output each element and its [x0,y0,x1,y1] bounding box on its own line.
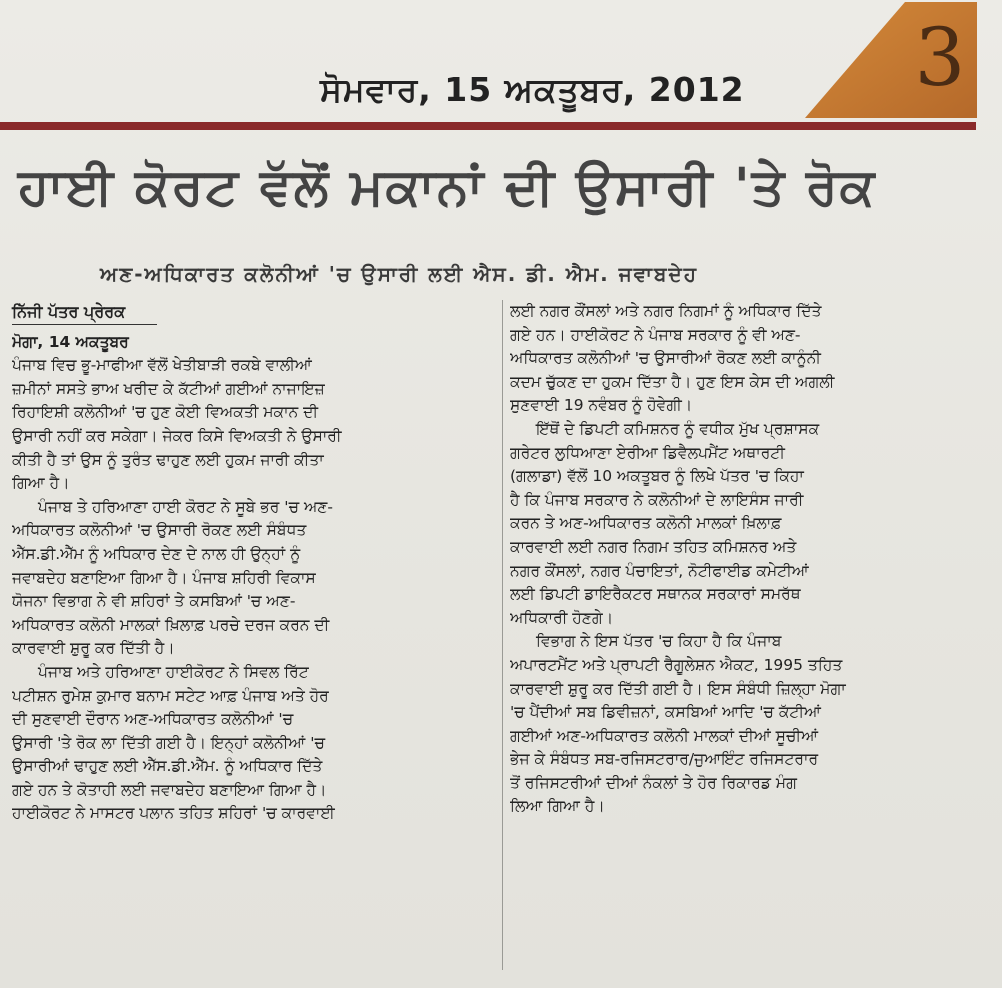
text-line: ਰਿਹਾਇਸ਼ੀ ਕਲੋਨੀਆਂ 'ਚ ਹੁਣ ਕੋਈ ਵਿਅਕਤੀ ਮਕਾਨ ਦੀ [12,403,319,422]
text-line: ਭੇਜ ਕੇ ਸੰਬੰਧਤ ਸਬ-ਰਜਿਸਟਰਾਰ/ਜੁਆਇੰਟ ਰਜਿਸਟਰਾਰ [510,750,819,769]
text-line: ਨਗਰ ਕੌਂਸਲਾਂ, ਨਗਰ ਪੰਚਾਇਤਾਂ, ਨੋਟੀਫਾਈਡ ਕਮੇਟੀਆਂ [510,561,809,580]
text-line: ਵਿਭਾਗ ਨੇ ਇਸ ਪੱਤਰ 'ਚ ਕਿਹਾ ਹੈ ਕਿ ਪੰਜਾਬ [536,632,782,651]
subheadline: ਅਣ-ਅਧਿਕਾਰਤ ਕਲੋਨੀਆਂ 'ਚ ਉਸਾਰੀ ਲਈ ਐਸ. ਡੀ. ਐਮ. ਜਵਾਬਦੇਹ [100,262,698,286]
headline: ਹਾਈ ਕੋਰਟ ਵੱਲੋਂ ਮਕਾਨਾਂ ਦੀ ਉਸਾਰੀ 'ਤੇ ਰੋਕ [18,158,877,217]
text-line: ਗਏ ਹਨ। ਹਾਈਕੋਰਟ ਨੇ ਪੰਜਾਬ ਸਰਕਾਰ ਨੂੰ ਵੀ ਅਣ- [510,325,801,344]
text-line: ਅਧਿਕਾਰੀ ਹੋਣਗੇ। [510,608,614,627]
text-line: ਅਧਿਕਾਰਤ ਕਲੋਨੀਆਂ 'ਚ ਉਸਾਰੀ ਰੋਕਣ ਲਈ ਸੰਬੰਧਤ [12,521,307,540]
text-line: ਪੰਜਾਬ ਤੇ ਹਰਿਆਣਾ ਹਾਈ ਕੋਰਟ ਨੇ ਸੂਬੇ ਭਰ 'ਚ ਅਣ- [38,497,333,516]
text-line: ਅਪਾਰਟਮੈਂਟ ਅਤੇ ਪ੍ਰਾਪਟੀ ਰੈਗੂਲੇਸ਼ਨ ਐਕਟ, 1995 ਤਹਿਤ [510,655,843,674]
text-line: ਕਾਰਵਾਈ ਸ਼ੁਰੂ ਕਰ ਦਿੱਤੀ ਹੈ। [12,639,175,658]
header-rule [0,122,976,130]
text-line: ਹਾਈਕੋਰਟ ਨੇ ਮਾਸਟਰ ਪਲਾਨ ਤਹਿਤ ਸ਼ਹਿਰਾਂ 'ਚ ਕਾਰਵਾਈ [12,804,335,823]
text-line: ਉਸਾਰੀਆਂ ਢਾਹੁਣ ਲਈ ਐੱਸ.ਡੀ.ਐੱਮ. ਨੂੰ ਅਧਿਕਾਰ ਦਿੱਤੇ [12,757,323,776]
text-line: ਪੰਜਾਬ ਵਿਚ ਭੂ-ਮਾਫੀਆ ਵੱਲੋਂ ਖੇਤੀਬਾੜੀ ਰਕਬੇ ਵਾਲੀਆਂ [12,356,312,375]
text-line: ਜ਼ਮੀਨਾਂ ਸਸਤੇ ਭਾਅ ਖਰੀਦ ਕੇ ਕੱਟੀਆਂ ਗਈਆਂ ਨਾਜਾਇਜ਼ [12,379,325,398]
text-line: ਸੁਣਵਾਈ 19 ਨਵੰਬਰ ਨੂੰ ਹੋਵੇਗੀ। [510,396,693,415]
left-column [12,300,496,826]
text-line: ਉਸਾਰੀ ਨਹੀਂ ਕਰ ਸਕੇਗਾ। ਜੇਕਰ ਕਿਸੇ ਵਿਅਕਤੀ ਨੇ ਉਸਾਰੀ [12,426,342,445]
text-line: ਕਾਰਵਾਈ ਲਈ ਨਗਰ ਨਿਗਮ ਤਹਿਤ ਕਮਿਸ਼ਨਰ ਅਤੇ [510,537,797,556]
text-line: ਯੋਜਨਾ ਵਿਭਾਗ ਨੇ ਵੀ ਸ਼ਹਿਰਾਂ ਤੇ ਕਸਬਿਆਂ 'ਚ ਅਣ- [12,592,296,611]
text-line: 'ਚ ਪੈਂਦੀਆਂ ਸਬ ਡਿਵੀਜ਼ਨਾਂ, ਕਸਬਿਆਂ ਆਦਿ 'ਚ ਕੱਟੀਆਂ [510,703,821,722]
byline: ਨਿੱਜੀ ਪੱਤਰ ਪ੍ਰੇਰਕ [12,300,157,325]
text-line: ਲਿਆ ਗਿਆ ਹੈ। [510,797,605,816]
text-line: ਜਵਾਬਦੇਹ ਬਣਾਇਆ ਗਿਆ ਹੈ। ਪੰਜਾਬ ਸ਼ਹਿਰੀ ਵਿਕਾਸ [12,568,316,587]
text-line: ਪਟੀਸ਼ਨ ਰੁਮੇਸ਼ ਕੁਮਾਰ ਬਨਾਮ ਸਟੇਟ ਆਫ਼ ਪੰਜਾਬ ਅਤੇ ਹੋਰ [12,686,329,705]
text-line: ਕਰਨ ਤੇ ਅਣ-ਅਧਿਕਾਰਤ ਕਲੋਨੀ ਮਾਲਕਾਂ ਖ਼ਿਲਾਫ਼ [510,514,782,533]
dateline: ਸੋਮਵਾਰ, 15 ਅਕਤੂਬਰ, 2012 [320,70,745,109]
text-line: ਲਈ ਨਗਰ ਕੌਂਸਲਾਂ ਅਤੇ ਨਗਰ ਨਿਗਮਾਂ ਨੂੰ ਅਧਿਕਾਰ ਦਿੱਤੇ [510,302,822,320]
placeline: ਮੋਗਾ, 14 ਅਕਤੂਬਰ [12,332,129,351]
text-line: ਗਰੇਟਰ ਲੁਧਿਆਣਾ ਏਰੀਆ ਡਿਵੈਲਪਮੈਂਟ ਅਥਾਰਟੀ [510,443,785,462]
text-line: ਕਦਮ ਚੁੱਕਣ ਦਾ ਹੁਕਮ ਦਿੱਤਾ ਹੈ। ਹੁਣ ਇਸ ਕੇਸ ਦੀ ਅਗਲੀ [510,372,835,391]
text-line: ਲਈ ਡਿਪਟੀ ਡਾਇਰੈਕਟਰ ਸਥਾਨਕ ਸਰਕਾਰਾਂ ਸਮਰੱਥ [510,585,801,604]
text-line: ਅਧਿਕਾਰਤ ਕਲੋਨੀਆਂ 'ਚ ਉਸਾਰੀਆਂ ਰੋਕਣ ਲਈ ਕਾਨੂੰਨੀ [510,349,821,368]
text-line: ਤੋਂ ਰਜਿਸਟਰੀਆਂ ਦੀਆਂ ਨੰਕਲਾਂ ਤੇ ਹੋਰ ਰਿਕਾਰਡ ਮੰਗ [510,773,797,792]
text-line: ਦੀ ਸੁਣਵਾਈ ਦੌਰਾਨ ਅਣ-ਅਧਿਕਾਰਤ ਕਲੋਨੀਆਂ 'ਚ [12,710,294,729]
text-line: ਗਿਆ ਹੈ। [12,474,70,493]
text-line: ਗਏ ਹਨ ਤੇ ਕੋਤਾਹੀ ਲਈ ਜਵਾਬਦੇਹ ਬਣਾਇਆ ਗਿਆ ਹੈ। [12,780,327,799]
text-line: ਕੀਤੀ ਹੈ ਤਾਂ ਉਸ ਨੂੰ ਤੁਰੰਤ ਢਾਹੁਣ ਲਈ ਹੁਕਮ ਜਾਰੀ ਕੀਤਾ [12,450,324,469]
right-column [510,300,992,819]
text-line: (ਗਲਾਡਾ) ਵੱਲੋਂ 10 ਅਕਤੂਬਰ ਨੂੰ ਲਿਖੇ ਪੱਤਰ 'ਚ ਕਿਹਾ [510,467,804,486]
text-line: ਇੱਥੋਂ ਦੇ ਡਿਪਟੀ ਕਮਿਸ਼ਨਰ ਨੂੰ ਵਧੀਕ ਮੁੱਖ ਪ੍ਰਸ਼ਾਸਕ [536,419,820,438]
text-line: ਹੈ ਕਿ ਪੰਜਾਬ ਸਰਕਾਰ ਨੇ ਕਲੋਨੀਆਂ ਦੇ ਲਾਇਸੰਸ ਜਾਰੀ [510,490,804,509]
text-line: ਅਧਿਕਾਰਤ ਕਲੋਨੀ ਮਾਲਕਾਂ ਖ਼ਿਲਾਫ਼ ਪਰਚੇ ਦਰਜ ਕਰਨ ਦੀ [12,615,330,634]
text-line: ਪੰਜਾਬ ਅਤੇ ਹਰਿਆਣਾ ਹਾਈਕੋਰਟ ਨੇ ਸਿਵਲ ਰਿੱਟ [38,662,309,681]
column-divider [502,300,503,970]
text-line: ਗਈਆਂ ਅਣ-ਅਧਿਕਾਰਤ ਕਲੋਨੀ ਮਾਲਕਾਂ ਦੀਆਂ ਸੂਚੀਆਂ [510,726,819,745]
page-number: 3 [914,11,966,104]
text-line: ਉਸਾਰੀ 'ਤੇ ਰੋਕ ਲਾ ਦਿੱਤੀ ਗਈ ਹੈ। ਇਨ੍ਹਾਂ ਕਲੋਨੀਆਂ 'ਚ [12,733,325,752]
text-line: ਐੱਸ.ਡੀ.ਐੱਮ ਨੂੰ ਅਧਿਕਾਰ ਦੇਣ ਦੇ ਨਾਲ ਹੀ ਉਨ੍ਹਾਂ ਨੂੰ [12,544,301,563]
text-line: ਕਾਰਵਾਈ ਸ਼ੁਰੂ ਕਰ ਦਿੱਤੀ ਗਈ ਹੈ। ਇਸ ਸੰਬੰਧੀ ਜ਼ਿਲ੍ਹਾ ਮੋਗਾ [510,679,846,698]
